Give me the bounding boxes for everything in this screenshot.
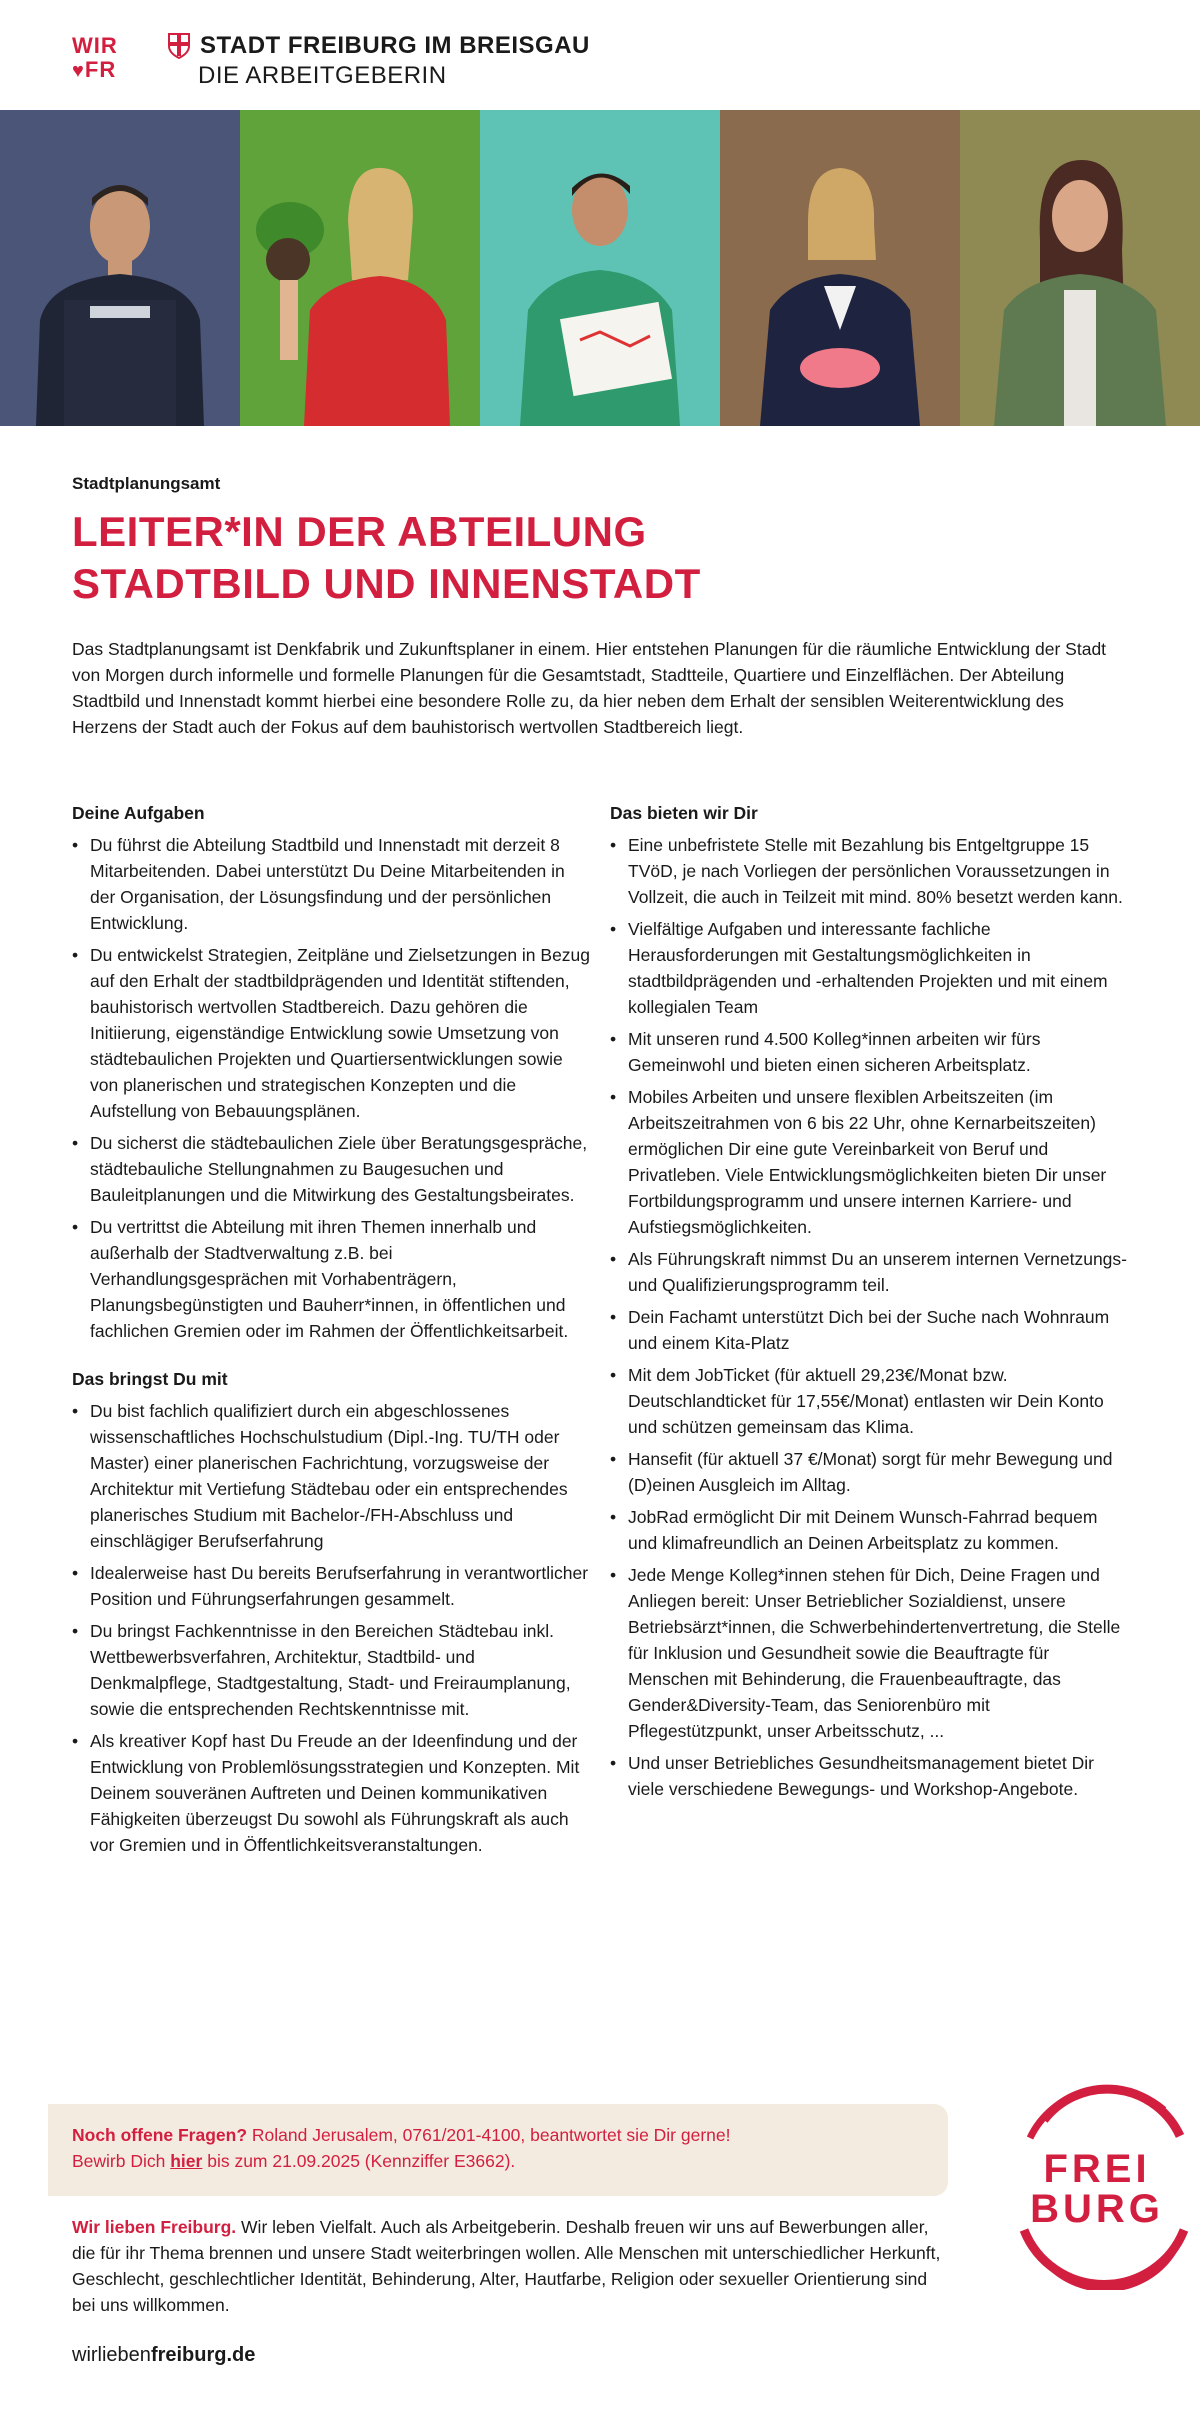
list-item: • Du bist fachlich qualifiziert durch ein abgeschlossenes wissenschaftliches Hochschulstudium (Dipl.-Ing. TU/TH oder Master) einer planerischen Fachrichtung, vorzugsweise der Architektur mit Vertiefung Städtebau oder ein entsprechendes planerisches Studium mit Bachelor-/FH-Abschluss und einschlägiger Berufserfahrung [72,1398,590,1554]
offers-heading: Das bieten wir Dir [610,803,758,823]
requirements-list [72,1398,590,1858]
team-photo-strip [0,110,1200,426]
city-title: STADT FREIBURG IM BREISGAU [200,32,590,59]
photo-woman-with-plant [240,110,480,426]
brand-line-1: WIR [72,33,118,58]
website-url-light: wirlieben [72,2344,151,2366]
list-item: • Du führst die Abteilung Stadtbild und Innenstadt mit derzeit 8 Mitarbeitenden. Dabei unterstützt Du Deine Mitarbeitenden in der Organisation, der Lösungsfindung und der persönlichen Entwicklung. [72,832,590,936]
heart-icon: ♥ [72,60,85,82]
wir-fr-brand [72,34,118,83]
logo-line-2: BURG [1030,2187,1164,2231]
job-title-line-1: LEITER*IN DER ABTEILUNG [72,508,647,555]
tasks-list [72,832,590,1344]
diversity-statement [72,2214,952,2318]
photo-woman-denim-jacket [960,110,1200,426]
offers-list [610,832,1128,1802]
header [0,0,1200,110]
apply-text-pre: Bewirb Dich [72,2151,171,2171]
website-url[interactable] [72,2344,255,2367]
right-column [610,800,1128,1864]
list-item: • Du entwickelst Strategien, Zeitpläne und Zielsetzungen in Bezug auf den Erhalt der stadtbildprägenden und Identität stiftenden, bauhistorisch wertvollen Stadtbereich. Dazu gehören die Initiierung, eigenständige Entwicklung sowie Umsetzung von städtebaulichen Projekten und Quartiersentwicklungen sowie von planerischen und strategischen Konzepten und die Aufstellung von Bebauungsplänen. [72,942,590,1124]
photo-police-officer [0,110,240,426]
brand-line-2: FR [84,57,117,82]
city-branding [168,32,590,90]
freiburg-logo-icon [1004,2080,1190,2290]
list-item: • Und unser Betriebliches Gesundheitsmanagement bietet Dir viele verschiedene Bewegungs- und Workshop-Angebote. [610,1750,1128,1802]
list-item: • Du vertrittst die Abteilung mit ihren Themen innerhalb und außerhalb der Stadtverwaltung z.B. bei Verhandlungsgesprächen mit Vorhabenträgern, Planungsbegünstigten und Bauherr*innen, in öffentlichen und fachlichen Gremien oder im Rahmen der Öffentlichkeitsarbeit. [72,1214,590,1344]
city-shield-icon [168,33,190,59]
list-item: • Als kreativer Kopf hast Du Freude an der Ideenfindung und der Entwicklung von Problemlösungsstrategien und Konzepten. Mit Deinem souveränen Auftreten und Deinen kommunikativen Fähigkeiten überzeugst Du sowohl als Führungskraft als auch vor Gremien und in Öffentlichkeitsveranstaltungen. [72,1728,590,1858]
intro-paragraph: Das Stadtplanungsamt ist Denkfabrik und Zukunftsplaner in einem. Hier entstehen Planungen für die räumliche Entwicklung der Stadt von Morgen durch informelle und formelle Planungen für die Gesamtstadt, Stadtteile, Quartiere und Einzelflächen. Der Abteilung Stadtbild und Innenstadt kommt hierbei eine besondere Rolle zu, da hier neben dem Erhalt der sensiblen Weiterentwicklung des Herzens der Stadt auch der Fokus auf dem bauhistorisch wertvollen Stadtbereich liegt. [72,639,1107,737]
requirements-heading: Das bringst Du mit [72,1369,228,1389]
list-item: • Als Führungskraft nimmst Du an unserem internen Vernetzungs- und Qualifizierungsprogramm teil. [610,1246,1128,1298]
details-columns [72,800,1128,1864]
list-item: • JobRad ermöglicht Dir mit Deinem Wunsch-Fahrrad bequem und klimafreundlich an Deinen Arbeitsplatz zu kommen. [610,1504,1128,1556]
list-item: • Mit dem JobTicket (für aktuell 29,23€/Monat bzw. Deutschlandticket für 17,55€/Monat) entlasten wir Dein Konto und schützen gemeinsam das Klima. [610,1362,1128,1440]
list-item: • Jede Menge Kolleg*innen stehen für Dich, Deine Fragen und Anliegen bereit: Unser Betrieblicher Sozialdienst, unsere Betriebsärzt*innen, die Schwerbehindertenvertretung, die Stelle für Inklusion und Gesundheit sowie die Beauftragte für Menschen mit Behinderung, die Frauenbeauftragte, das Gender&Diversity-Team, das Seniorenbüro mit Pflegestützpunkt, unser Arbeitsschutz, ... [610,1562,1128,1744]
job-title [72,506,1128,610]
list-item: • Hansefit (für aktuell 37 €/Monat) sorgt für mehr Bewegung und (D)einen Ausgleich im Alltag. [610,1446,1128,1498]
apply-line [72,2148,924,2174]
website-url-bold: freiburg.de [150,2344,256,2366]
contact-question-bold: Noch offene Fragen? [72,2125,248,2145]
apply-link[interactable]: hier [170,2151,203,2171]
contact-question [72,2122,924,2148]
job-intro-section [72,474,1128,740]
photo-woman-with-shoes [720,110,960,426]
job-title-line-2: STADTBILD UND INNENSTADT [72,560,701,607]
apply-text-post: bis zum 21.09.2025 (Kennziffer E3662). [202,2151,516,2171]
list-item: • Du bringst Fachkenntnisse in den Bereichen Städtebau inkl. Wettbewerbsverfahren, Architektur, Stadtbild- und Denkmalpflege, Stadtgestaltung, Stadt- und Freiraumplanung, sowie die entsprechenden Rechtskenntnisse mit. [72,1618,590,1722]
list-item: • Du sicherst die städtebaulichen Ziele über Beratungsgespräche, städtebauliche Stellungnahmen zu Baugesuchen und Bauleitplanungen und die Mitwirkung des Gestaltungsbeirates. [72,1130,590,1208]
city-subtitle: DIE ARBEITGEBERIN [198,62,447,89]
left-column [72,800,590,1864]
diversity-text: Wir leben Vielfalt. Auch als Arbeitgeberin. Deshalb freuen wir uns auf Bewerbungen aller, die für ihr Thema brennen und unsere Stadt weiterbringen wollen. Alle Menschen mit unterschiedlicher Herkunft, Geschlecht, geschlechtlicher Identität, Behinderung, Alter, Hautfarbe, Religion oder sexueller Orientierung sind bei uns willkommen. [72,2217,941,2315]
list-item: • Mobiles Arbeiten und unsere flexiblen Arbeitszeiten (im Arbeitszeitrahmen von 6 bis 22 Uhr, ohne Kernarbeitszeiten) ermöglichen Dir eine gute Vereinbarkeit von Beruf und Privatleben. Viele Entwicklungsmöglichkeiten bieten Dir unser Fortbildungsprogramm und unsere internen Karriere- und Aufstiegsmöglichkeiten. [610,1084,1128,1240]
contact-box [48,2104,948,2196]
logo-line-1: FREI [1043,2147,1151,2191]
list-item: • Dein Fachamt unterstützt Dich bei der Suche nach Wohnraum und einem Kita-Platz [610,1304,1128,1356]
list-item: • Mit unseren rund 4.500 Kolleg*innen arbeiten wir fürs Gemeinwohl und bieten einen sicheren Arbeitsplatz. [610,1026,1128,1078]
list-item: • Eine unbefristete Stelle mit Bezahlung bis Entgeltgruppe 15 TVöD, je nach Vorliegen der persönlichen Voraussetzungen in Vollzeit, die auch in Teilzeit mit mind. 80% besetzt werden kann. [610,832,1128,910]
list-item: • Idealerweise hast Du bereits Berufserfahrung in verantwortlicher Position und Führungserfahrungen gesammelt. [72,1560,590,1612]
photo-man-with-drawing [480,110,720,426]
diversity-bold: Wir lieben Freiburg. [72,2217,237,2237]
tasks-heading: Deine Aufgaben [72,803,205,823]
list-item: • Vielfältige Aufgaben und interessante fachliche Herausforderungen mit Gestaltungsmöglichkeiten in stadtbildprägenden und -erhaltenden Projekten und mit einem kollegialen Team [610,916,1128,1020]
department-name: Stadtplanungsamt [72,474,221,493]
contact-question-text: Roland Jerusalem, 0761/201-4100, beantwortet sie Dir gerne! [247,2125,731,2145]
